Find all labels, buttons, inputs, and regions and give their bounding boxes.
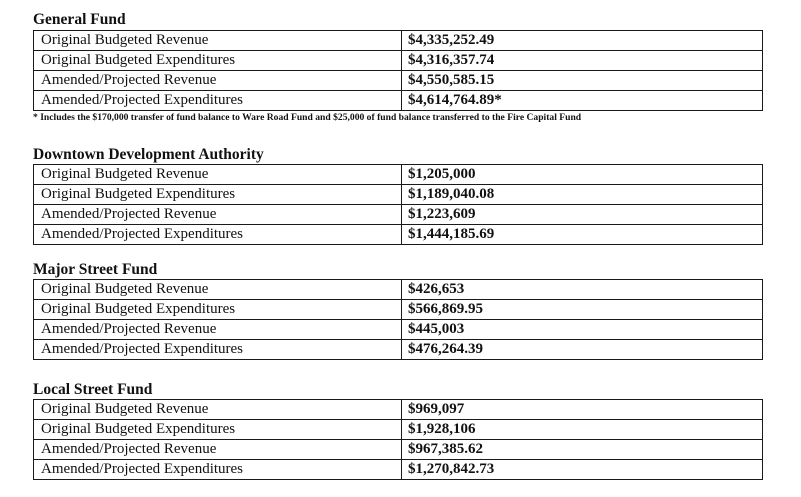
table-row: [34, 400, 763, 420]
row-label: Original Budgeted Expenditures: [34, 300, 402, 320]
general-fund-table: [33, 30, 763, 111]
row-value: $4,316,357.74: [402, 51, 763, 71]
table-row: [34, 440, 763, 460]
row-value: $969,097: [402, 400, 763, 420]
table-row: [34, 300, 763, 320]
row-value: $1,270,842.73: [402, 460, 763, 480]
row-value: $1,189,040.08: [402, 185, 763, 205]
row-label: Amended/Projected Revenue: [34, 320, 402, 340]
major-street-fund-title: Major Street Fund: [33, 261, 158, 278]
row-value: $445,003: [402, 320, 763, 340]
table-row: [34, 420, 763, 440]
row-label: Amended/Projected Revenue: [34, 71, 402, 91]
row-label: Amended/Projected Expenditures: [34, 460, 402, 480]
row-label: Original Budgeted Expenditures: [34, 420, 402, 440]
general-fund-footnote: * Includes the $170,000 transfer of fund balance to Ware Road Fund and $25,000 of fund balance transferred to the Fire Capital Fund: [33, 112, 582, 123]
table-row: [34, 280, 763, 300]
row-value: $4,614,764.89*: [402, 91, 763, 111]
row-label: Amended/Projected Expenditures: [34, 225, 402, 245]
table-row: [34, 31, 763, 51]
table-row: [34, 340, 763, 360]
table-row: [34, 460, 763, 480]
local-street-fund-table: [33, 399, 763, 480]
table-row: [34, 225, 763, 245]
row-value: $967,385.62: [402, 440, 763, 460]
row-value: $1,223,609: [402, 205, 763, 225]
row-label: Amended/Projected Revenue: [34, 440, 402, 460]
general-fund-title: General Fund: [33, 11, 126, 28]
row-label: Original Budgeted Revenue: [34, 280, 402, 300]
row-label: Amended/Projected Expenditures: [34, 91, 402, 111]
row-label: Original Budgeted Revenue: [34, 165, 402, 185]
row-value: $1,205,000: [402, 165, 763, 185]
row-label: Amended/Projected Revenue: [34, 205, 402, 225]
row-value: $4,335,252.49: [402, 31, 763, 51]
row-label: Original Budgeted Expenditures: [34, 185, 402, 205]
row-value: $566,869.95: [402, 300, 763, 320]
table-row: [34, 91, 763, 111]
local-street-fund-title: Local Street Fund: [33, 381, 153, 398]
table-row: [34, 165, 763, 185]
table-row: [34, 51, 763, 71]
row-label: Original Budgeted Expenditures: [34, 51, 402, 71]
table-row: [34, 185, 763, 205]
row-value: $476,264.39: [402, 340, 763, 360]
row-value: $426,653: [402, 280, 763, 300]
table-row: [34, 71, 763, 91]
row-label: Original Budgeted Revenue: [34, 400, 402, 420]
row-value: $1,444,185.69: [402, 225, 763, 245]
table-row: [34, 320, 763, 340]
major-street-fund-table: [33, 279, 763, 360]
dda-table: [33, 164, 763, 245]
row-label: Original Budgeted Revenue: [34, 31, 402, 51]
row-value: $4,550,585.15: [402, 71, 763, 91]
row-value: $1,928,106: [402, 420, 763, 440]
dda-title: Downtown Development Authority: [33, 146, 264, 163]
row-label: Amended/Projected Expenditures: [34, 340, 402, 360]
table-row: [34, 205, 763, 225]
